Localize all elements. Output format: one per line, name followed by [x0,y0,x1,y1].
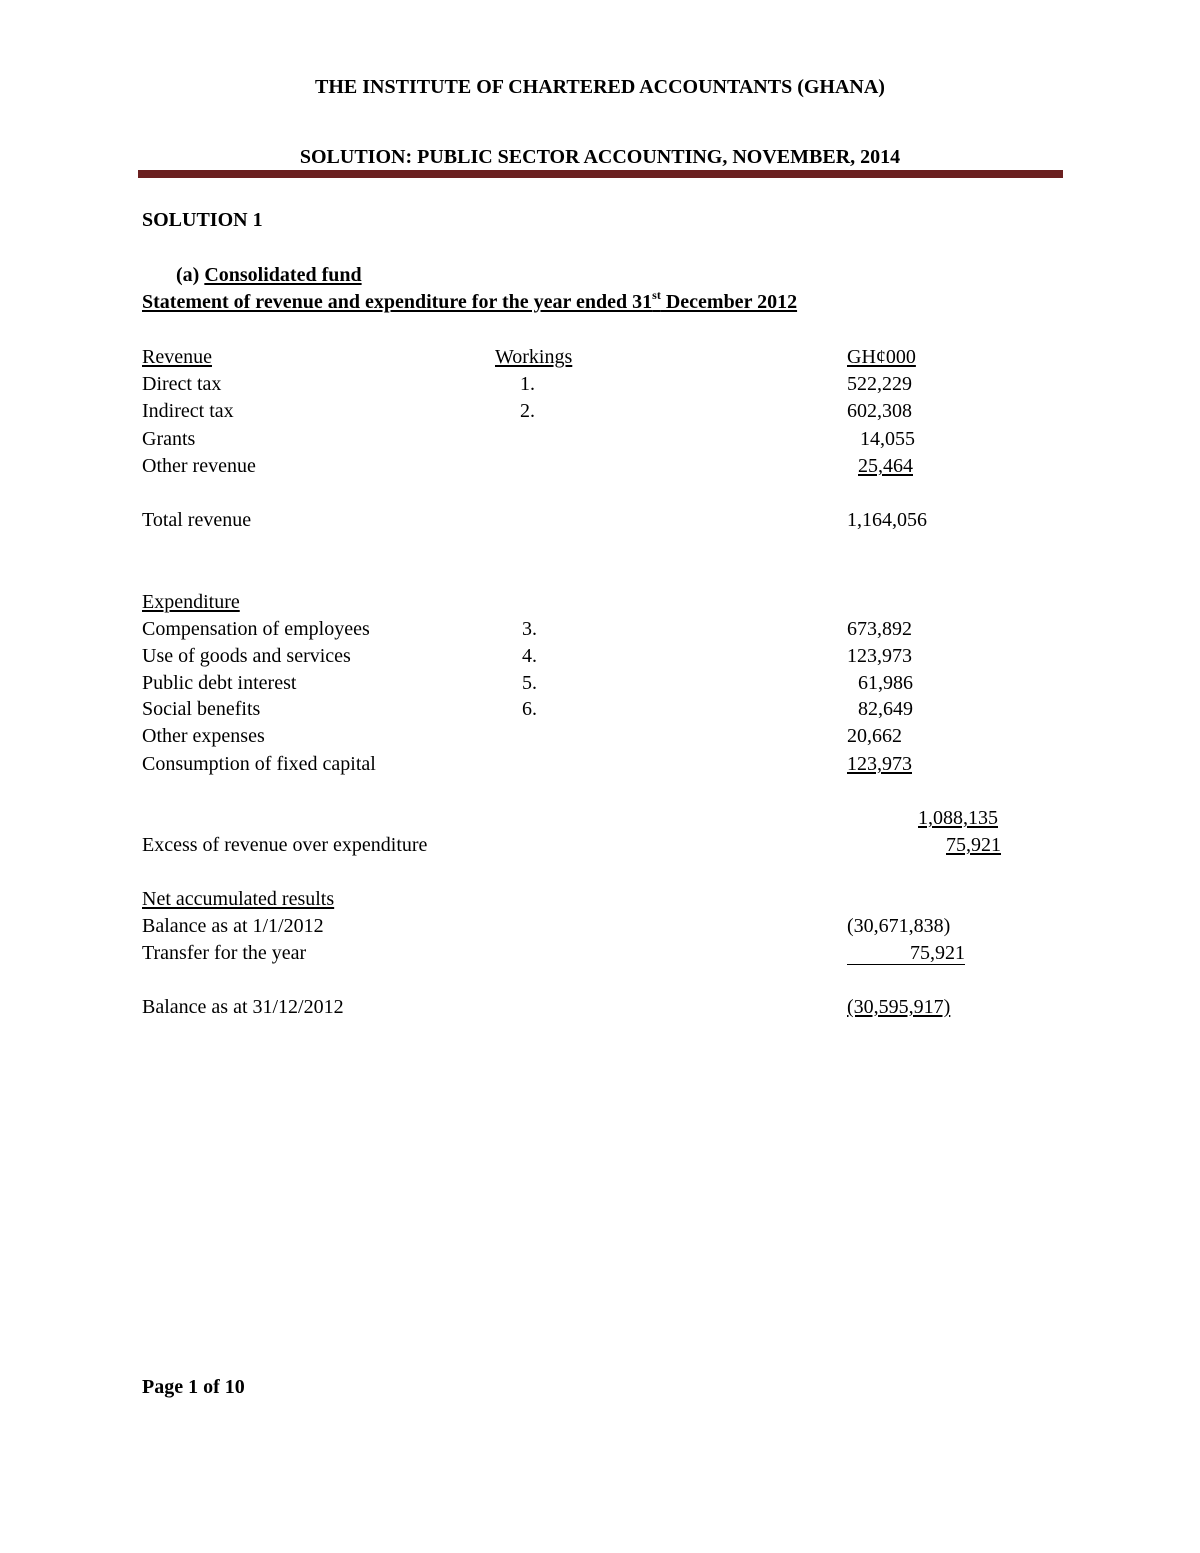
row-working: 1. [520,373,535,395]
opening-balance-label: Balance as at 1/1/2012 [142,915,324,937]
header-divider [138,170,1063,178]
row-working: 5. [522,672,537,694]
total-revenue-label: Total revenue [142,509,252,531]
part-heading [176,263,362,287]
row-label: Use of goods and services [142,645,351,667]
expenditure-heading: Expenditure [142,591,240,613]
total-expenditure-amount: 1,088,135 [918,807,998,829]
closing-balance-amount: (30,595,917) [847,996,951,1018]
row-label: Other revenue [142,455,256,477]
row-label: Indirect tax [142,400,234,422]
transfer-amount: 75,921 [847,942,965,965]
row-amount: 602,308 [847,400,912,422]
part-label: (a) [176,264,205,286]
statement-title [142,290,797,314]
opening-balance-amount: (30,671,838) [847,915,951,937]
closing-balance-wrap [847,995,950,1019]
statement-title-text: Statement of revenue and expenditure for the year ended 31 [142,291,653,313]
excess-amount: 75,921 [946,834,1001,856]
excess-label: Excess of revenue over expenditure [142,834,428,856]
row-label: Compensation of employees [142,618,370,640]
statement-title-year: December 2012 [660,291,798,313]
row-amount-wrap [847,752,912,776]
row-amount: 82,649 [858,698,913,720]
exam-title: SOLUTION: PUBLIC SECTOR ACCOUNTING, NOVEMBER, 2014 [299,146,901,168]
row-working: 4. [522,645,537,667]
row-working: 2. [520,400,535,422]
row-working: 6. [522,698,537,720]
solution-heading: SOLUTION 1 [142,209,263,231]
row-amount: 522,229 [847,373,912,395]
net-accumulated-heading: Net accumulated results [142,888,335,910]
row-amount-wrap [858,454,913,478]
row-label: Direct tax [142,373,222,395]
row-label: Other expenses [142,725,265,747]
row-amount: 61,986 [858,672,913,694]
row-working: 3. [522,618,537,640]
revenue-column-header: Revenue [142,346,212,368]
row-label: Social benefits [142,698,261,720]
institute-title: THE INSTITUTE OF CHARTERED ACCOUNTANTS (GHANA) [315,76,885,98]
row-label: Public debt interest [142,672,297,694]
row-label: Grants [142,428,196,450]
row-amount: 20,662 [847,725,902,747]
row-amount: 14,055 [860,428,915,450]
transfer-amount-wrap [847,941,965,965]
closing-balance-label: Balance as at 31/12/2012 [142,996,344,1018]
row-amount: 123,973 [847,645,912,667]
workings-column-header: Workings [495,346,573,368]
row-amount: 123,973 [847,753,912,775]
excess-amount-wrap [946,833,1001,857]
row-amount: 25,464 [858,455,913,477]
row-amount: 673,892 [847,618,912,640]
part-name: Consolidated fund [204,264,362,286]
page-number: Page 1 of 10 [142,1376,245,1398]
total-revenue-amount: 1,164,056 [847,509,927,531]
currency-column-header: GH¢000 [847,346,916,368]
statement-title-sup: st [652,288,661,303]
row-label: Consumption of fixed capital [142,753,376,775]
transfer-label: Transfer for the year [142,942,307,964]
total-expenditure-wrap [918,806,998,830]
